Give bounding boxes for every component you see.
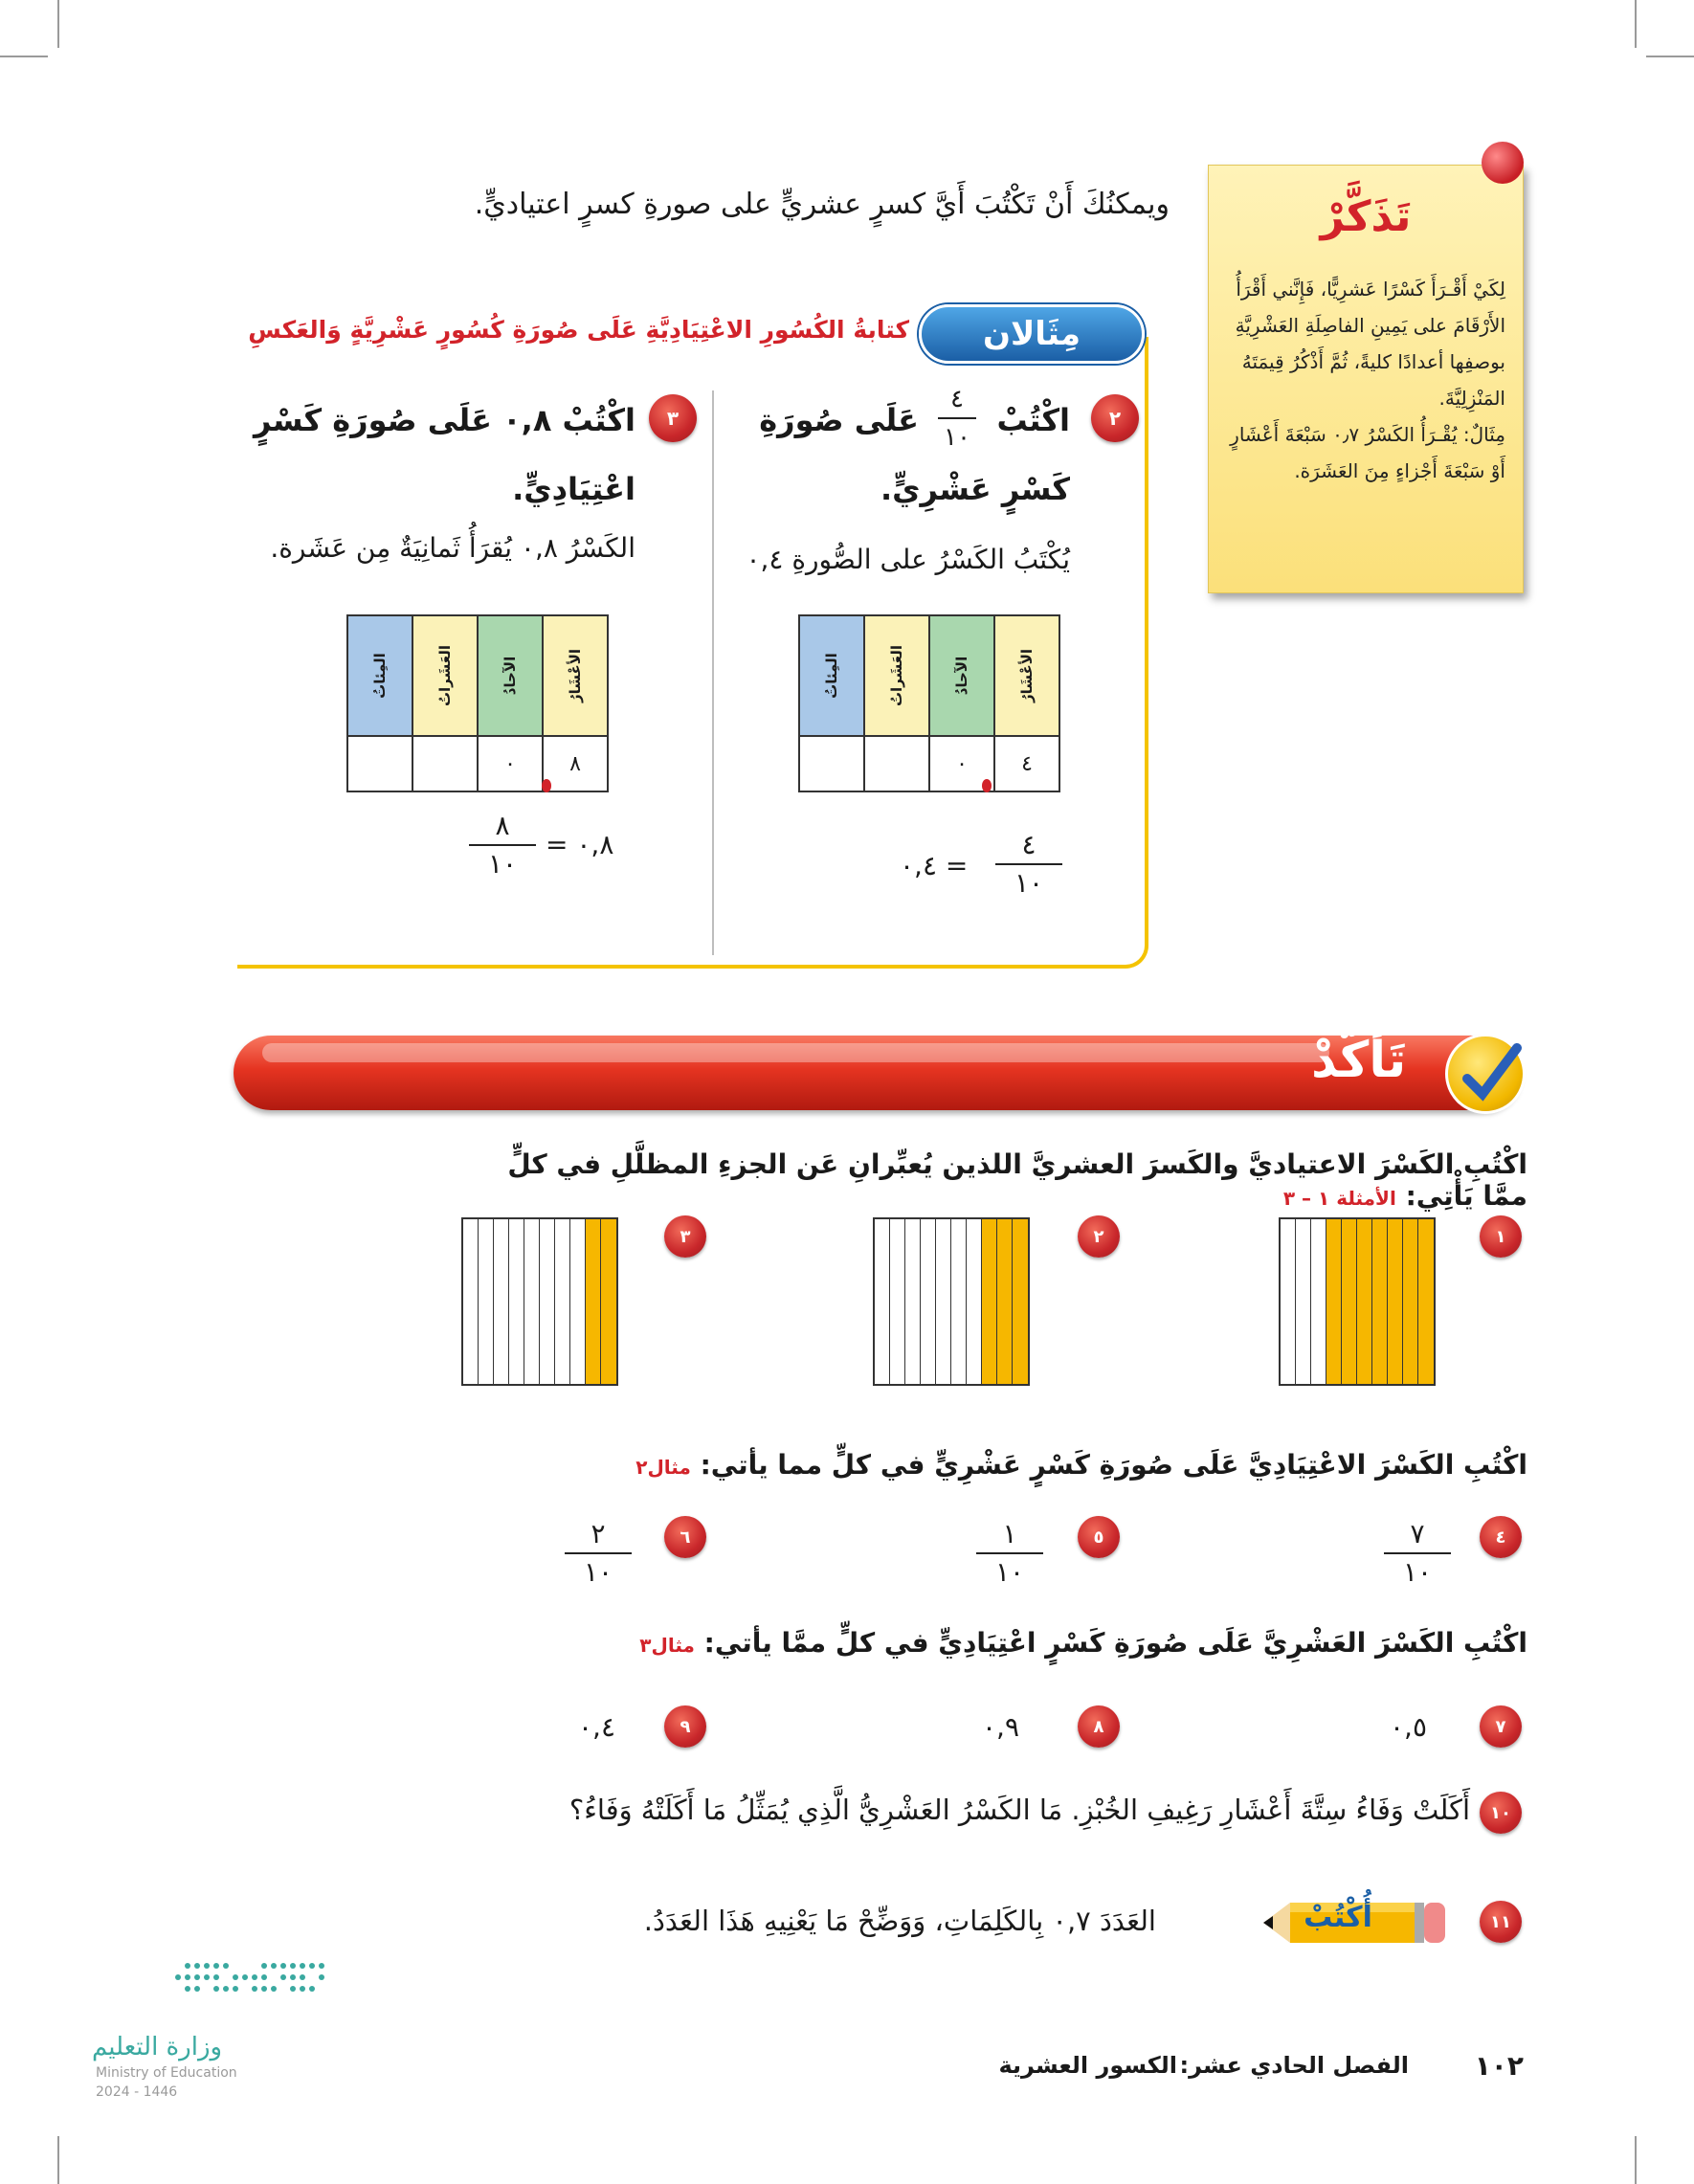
decimal-point [982,779,992,792]
pushpin-icon [1482,142,1524,184]
confirm-title: تَأَكَّدْ [1311,1032,1407,1089]
fraction-denominator: ١٠ [994,1556,1025,1588]
question-1-badge: ١ [1480,1215,1522,1258]
ministry-logo-icon [92,1956,341,2023]
example-2-eq-left: ٠,٤ = [900,850,969,881]
digit-cell: ٠ [929,736,994,791]
digit-cell [412,736,478,791]
shade-strip-3 [461,1217,618,1386]
fraction-denominator: ١٠ [583,1556,613,1588]
instruction-3 [475,1627,1527,1659]
fraction-numerator: ٤ [1021,829,1036,860]
header-ones: الآحادُ [478,615,543,736]
tenth-cell [570,1219,586,1384]
instruction-2-text: اكْتُبِ الكَسْرَ الاعْتِيَادِيَّ عَلَى صُورَةِ كَسْرٍ عَشْرِيٍّ في كلٍّ مما يأتي: [700,1449,1527,1481]
header-ones: الآحادُ [929,615,994,736]
question-11-text: العَدَدَ ٠,٧ بِالكَلِمَاتِ، وَوَضِّحْ مَا يَعْنِيهِ هَذَا العَدَدُ. [643,1905,1156,1937]
place-value-table-3 [346,614,609,792]
header-tens: العَشَراتُ [864,615,929,736]
digit-cell: ٠ [478,736,543,791]
question-10-text: أَكَلَتْ وَفَاءُ سِتَّةَ أَعْشَارِ رَغِيفِ الخُبْزِ. مَا الكَسْرُ العَشْرِيُّ الَّذِي يُمَثِّلُ مَا أَكَلَتْهُ وَفَاءُ؟ [568,1794,1470,1826]
crop-mark [1635,0,1637,48]
instruction-1-ref: الأمثلة ١ – ٣ [1282,1187,1396,1210]
crop-mark [57,2136,59,2184]
question-6-fraction [565,1518,632,1589]
example-3-eq-right: = ٠,٨ [546,829,614,860]
tenth-cell [586,1219,601,1384]
instruction-1 [475,1148,1527,1212]
tenth-cell [921,1219,936,1384]
fraction-bar [469,844,536,846]
examples-label: مِثَالان [919,304,1145,364]
fraction-numerator: ٢ [591,1518,606,1549]
tenth-cell [509,1219,524,1384]
tenth-cell [524,1219,540,1384]
remember-title: تَذَكَّرْ [1320,192,1412,241]
question-3-badge: ٣ [664,1215,706,1258]
question-4-badge: ٤ [1480,1516,1522,1558]
fraction-denominator: ١٠ [1402,1556,1433,1588]
tenth-cell [1342,1219,1357,1384]
fraction-numerator: ١ [1002,1518,1017,1549]
digit-cell [799,736,864,791]
question-8-badge: ٨ [1078,1705,1120,1748]
tenth-cell [1311,1219,1326,1384]
fraction-denominator: ١٠ [487,848,518,880]
instruction-1-text: اكْتُبِ الكَسْرَ الاعتياديَّ والكَسرَ العشريَّ اللذين يُعبِّرانِ عَن الجزءِ المظلَّلِ في كلٍّ ممَّا يَأْتِي: [507,1148,1527,1212]
digit-cell: ٨ [543,736,608,791]
crop-mark [1635,2136,1637,2184]
fraction-numerator: ٧ [1410,1518,1425,1549]
tenth-cell [601,1219,616,1384]
header-tenths: الأعْشَارُ [994,615,1059,736]
tenth-cell [479,1219,494,1384]
chapter-title: الكسور العشرية [998,2052,1177,2079]
tenth-cell [890,1219,905,1384]
remember-text: لِكَيْ أَقْـرَأَ كَسْرًا عَشرِيًّا، فَإِنَّني أَقْرَأُ الأَرْقَامَ على يَمِينِ الفاصِلَةِ العَشْرِيَّةِ بوصفِها أعدادًا كليةً، ثُمَّ أَذْكُرُ قِيمَتَهُ المَنْزِلِيَّةَ. [1235,278,1505,410]
tenth-cell [1372,1219,1388,1384]
question-11-badge: ١١ [1480,1901,1522,1943]
instruction-3-ref: مثال٣ [639,1634,695,1657]
example-3-note: الكَسْرُ ٠,٨ يُقرَأُ ثَمانِيَةٌ مِن عَشَرة. [270,532,635,564]
digit-cell [347,736,412,791]
question-5-badge: ٥ [1078,1516,1120,1558]
question-9-value: ٠,٤ [578,1711,615,1743]
crop-mark [0,56,48,57]
question-10-badge: ١٠ [1480,1792,1522,1834]
question-8-value: ٠,٩ [982,1711,1019,1743]
example-2-fraction [938,383,976,454]
tenth-cell [1013,1219,1028,1384]
shade-strip-2 [873,1217,1030,1386]
checkmark-icon [1445,1034,1526,1114]
fraction-bar [995,863,1062,865]
tenth-cell [494,1219,509,1384]
example-2-badge: ٢ [1091,394,1139,442]
example-3-title-a: اكْتُبْ ٠,٨ عَلَى صُورَةِ كَسْرٍ [254,402,635,438]
header-tenths: الأعْشَارُ [543,615,608,736]
remember-body [1226,271,1505,489]
instruction-2-ref: مثال٢ [635,1456,691,1479]
fraction-denominator: ١٠ [944,423,970,452]
tenth-cell [1281,1219,1296,1384]
tenth-cell [951,1219,967,1384]
instruction-2 [475,1449,1527,1481]
remember-note [1208,165,1524,593]
example-2-title-b: عَلَى صُورَةِ [759,402,919,438]
fraction-numerator: ٤ [950,385,964,413]
tenth-cell [1326,1219,1342,1384]
tenth-cell [555,1219,570,1384]
question-9-badge: ٩ [664,1705,706,1748]
examples-heading: كتابةُ الكُسُورِ الاعْتِيَادِيَّةِ عَلَى صُورَةِ كُسُورٍ عَشْرِيَّةٍ وَالعَكسِ [248,316,909,344]
ministry-name-ar: وزارة التعليم [92,2033,223,2061]
decimal-point [542,779,551,792]
chapter-label: الفصل الحادي عشر: [1179,2052,1409,2079]
place-value-table-2 [798,614,1060,792]
tenth-cell [1388,1219,1403,1384]
example-3-eq-fraction [469,810,536,880]
digit-cell: ٤ [994,736,1059,791]
examples-divider [712,390,714,955]
header-tens: العَشَراتُ [412,615,478,736]
crop-mark [57,0,59,48]
tenth-cell [1418,1219,1434,1384]
question-5-fraction [976,1518,1043,1589]
tenth-cell [1357,1219,1372,1384]
example-2-title-c: كَسْرٍ عَشْرِيٍّ. [880,471,1070,507]
question-7-value: ٠,٥ [1390,1711,1427,1743]
example-2-eq-fraction [995,829,1062,900]
question-4-fraction [1384,1518,1451,1589]
tenth-cell [967,1219,982,1384]
tenth-cell [936,1219,951,1384]
ministry-logo [92,1956,341,2027]
write-label: أُكْتُبْ [1304,1901,1372,1934]
tenth-cell [1296,1219,1311,1384]
tenth-cell [1403,1219,1418,1384]
remember-example: مِثَالٌ: يُقْـرَأُ الكَسْرُ ٠٫٧ سَبْعَةَ أَعْشَارٍ أَوْ سَبْعَةَ أَجْزاءٍ مِنَ العَشَرَة. [1230,423,1505,482]
example-3-title-b: اعْتِيَادِيٍّ. [512,471,635,507]
fraction-bar [938,417,976,419]
ministry-year: 2024 - 1446 [96,2084,178,2100]
example-2-title-a: اكْتُبْ [996,402,1070,438]
header-hundreds: المِئاتُ [799,615,864,736]
question-6-badge: ٦ [664,1516,706,1558]
question-7-badge: ٧ [1480,1705,1522,1748]
example-3-badge: ٣ [649,394,697,442]
tenth-cell [875,1219,890,1384]
digit-cell [864,736,929,791]
page-number: ١٠٢ [1474,2050,1524,2082]
fraction-denominator: ١٠ [1014,867,1044,899]
tenth-cell [463,1219,479,1384]
header-hundreds: المِئاتُ [347,615,412,736]
tenth-cell [982,1219,997,1384]
question-2-badge: ٢ [1078,1215,1120,1258]
tenth-cell [997,1219,1013,1384]
tenth-cell [905,1219,921,1384]
crop-mark [1646,56,1694,57]
shade-strip-1 [1279,1217,1436,1386]
example-2-note: يُكْتَبُ الكَسْرُ على الصُّورةِ ٠,٤ [746,544,1070,575]
tenth-cell [540,1219,555,1384]
instruction-3-text: اكْتُبِ الكَسْرَ العَشْرِيَّ عَلَى صُورَةِ كَسْرٍ اعْتِيَادِيٍّ في كلٍّ ممَّا يأتي: [703,1627,1527,1659]
ministry-name-en: Ministry of Education [96,2065,237,2081]
intro-text: ويمكنُكَ أَنْ تَكْتُبَ أَيَّ كسرٍ عشريٍّ على صورةِ كسرٍ اعتياديٍّ. [474,188,1170,221]
fraction-numerator: ٨ [495,810,510,841]
